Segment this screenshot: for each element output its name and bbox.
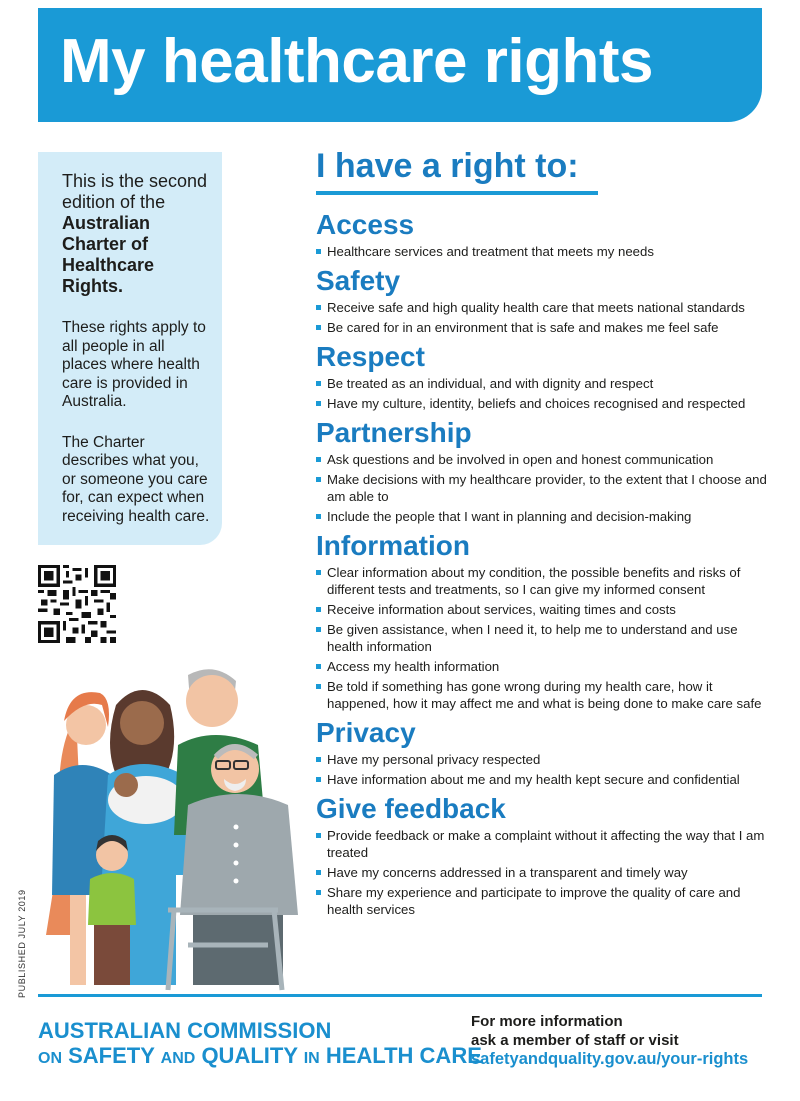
right-item: Ask questions and be involved in open and honest communication (316, 451, 776, 468)
title-banner (38, 8, 762, 122)
right-item: Be cared for in an environment that is safe and makes me feel safe (316, 319, 776, 336)
section-title: Partnership (316, 417, 472, 448)
rights-items (316, 827, 776, 918)
rights-section (316, 415, 776, 525)
logo-word-health-care: HEALTH CARE (325, 1043, 482, 1068)
charter-info-panel (38, 152, 222, 545)
right-item: Provide feedback or make a complaint without it affecting the way that I am treated (316, 827, 776, 861)
charter-description-text: The Charter describes what you, or someone you care for, can expect when receiving health care. (62, 433, 210, 525)
section-title: Access (316, 209, 415, 240)
rights-items (316, 299, 776, 336)
rights-items (316, 451, 776, 525)
logo-line-1: AUSTRALIAN COMMISSION (38, 1018, 332, 1043)
page-title: My healthcare rights (60, 27, 653, 96)
section-title: Give feedback (316, 793, 506, 824)
right-item: Have information about me and my health kept secure and confidential (316, 771, 776, 788)
logo-line-2 (38, 1043, 482, 1071)
logo-word-and: AND (160, 1050, 196, 1067)
rights-section (316, 715, 776, 788)
rights-list (316, 204, 776, 921)
section-title: Safety (316, 265, 401, 296)
contact-info (471, 1012, 748, 1069)
rights-section (316, 263, 776, 336)
charter-intro (62, 171, 212, 297)
charter-intro-text: This is the second edition of the (62, 171, 208, 212)
footer-divider (38, 994, 762, 997)
contact-line-1: For more information (471, 1013, 623, 1030)
right-item: Access my health information (316, 658, 776, 675)
logo-word-safety: SAFETY (68, 1043, 155, 1068)
rights-section (316, 791, 776, 918)
right-item: Share my experience and participate to improve the quality of care and health services (316, 884, 776, 918)
rights-items (316, 564, 776, 712)
right-item: Receive information about services, waiting times and costs (316, 601, 776, 618)
published-date: PUBLISHED JULY 2019 (17, 889, 27, 998)
logo-word-on: ON (38, 1050, 62, 1067)
contact-line-2: ask a member of staff or visit (471, 1032, 679, 1049)
section-title: Privacy (316, 717, 416, 748)
right-item: Have my culture, identity, beliefs and choices recognised and respected (316, 395, 776, 412)
charter-name: Australian Charter of Healthcare Rights. (62, 213, 155, 296)
right-item: Have my personal privacy respected (316, 751, 776, 768)
right-item: Be told if something has gone wrong during my health care, how it happened, how it may affect me and what is being done to make care safe (316, 678, 776, 712)
charter-scope-text: These rights apply to all people in all places where health care is provided in Australia. (62, 319, 206, 410)
rights-section (316, 207, 776, 260)
logo-word-quality: QUALITY (201, 1043, 298, 1068)
right-item: Be treated as an individual, and with dignity and respect (316, 375, 776, 392)
logo-word-in: IN (303, 1050, 320, 1067)
rights-heading: I have a right to: (316, 147, 579, 185)
right-item: Receive safe and high quality health care that meets national standards (316, 299, 776, 316)
rights-items (316, 375, 776, 412)
right-item: Be given assistance, when I need it, to help me to understand and use health information (316, 621, 776, 655)
right-item: Clear information about my condition, the possible benefits and risks of different tests and treatments, so I can give my informed consent (316, 564, 776, 598)
section-title: Respect (316, 341, 425, 372)
right-item: Make decisions with my healthcare provider, to the extent that I choose and am able to (316, 471, 776, 505)
commission-logo (38, 1018, 482, 1071)
people-illustration (38, 655, 310, 995)
rights-items (316, 751, 776, 788)
qr-code-icon[interactable] (38, 565, 116, 643)
website-link[interactable]: safetyandquality.gov.au/your-rights (471, 1050, 749, 1068)
rights-section (316, 528, 776, 712)
rights-items (316, 243, 776, 260)
right-item: Healthcare services and treatment that meets my needs (316, 243, 776, 260)
heading-underline (316, 191, 598, 195)
right-item: Include the people that I want in planning and decision-making (316, 508, 776, 525)
section-title: Information (316, 530, 470, 561)
rights-section (316, 339, 776, 412)
right-item: Have my concerns addressed in a transparent and timely way (316, 864, 776, 881)
